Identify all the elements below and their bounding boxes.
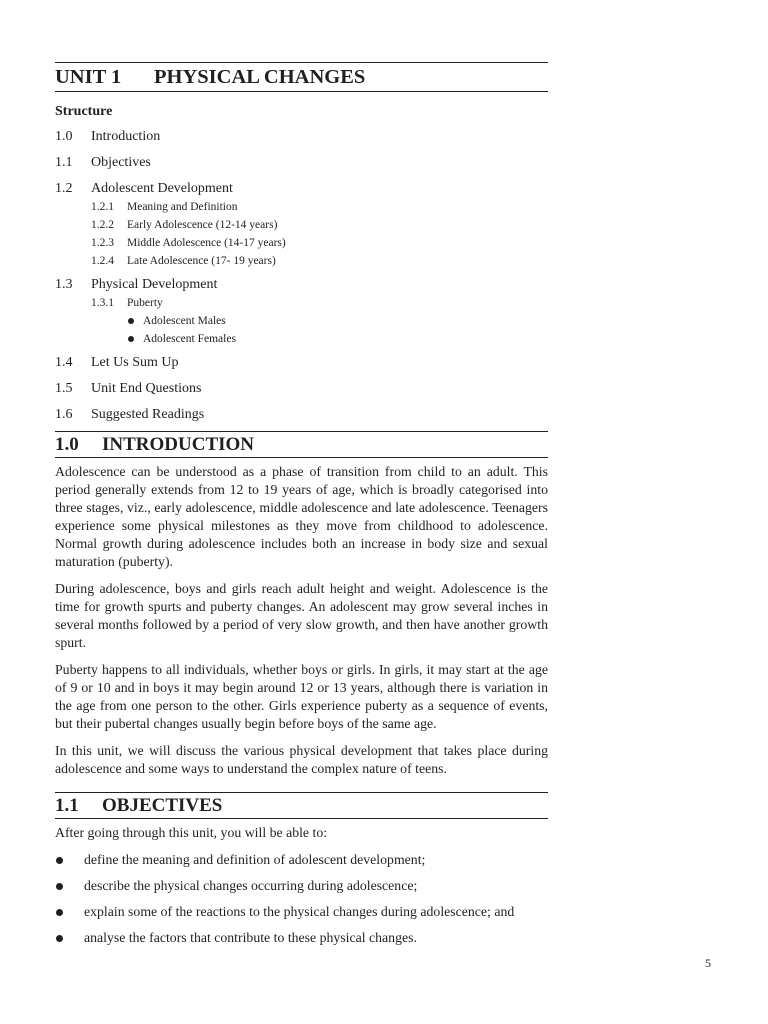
toc-subitem: 1.3.1 Puberty (91, 297, 163, 309)
intro-paragraph: Puberty happens to all individuals, whether boys or girls. In girls, it may start at the age of 9 or 10 and in boys it may begin around 12 or 13 years, although there is variation in the age from one person to the other. Girls experience puberty as a sequence of events, but their pubertal changes usually begin before boys of the same age. (55, 662, 548, 731)
bullet-icon (128, 318, 134, 324)
toc-subitem: 1.2.2 Early Adolescence (12-14 years) (91, 219, 278, 231)
bullet-icon (128, 336, 134, 342)
intro-paragraph: During adolescence, boys and girls reach adult height and weight. Adolescence is the time for growth spurts and puberty changes. An adolescent may grow several inches in several months followed by a period of very slow growth, and then have another growth spurt. (55, 581, 548, 650)
toc-item: 1.5 Unit End Questions (55, 381, 202, 396)
toc-item: 1.6 Suggested Readings (55, 407, 205, 422)
intro-paragraph: Adolescence can be understood as a phase of transition from child to an adult. This period generally extends from 12 to 19 years of age, which is broadly categorised into three stages, viz., early adolescence, middle adolescence and late adolescence. Teenagers experience some physical milestones as they move from childhood to adolescence. Normal growth during adolescence includes both an increase in body size and sexual maturation (puberty). (55, 464, 548, 569)
toc-subitem: 1.2.3 Middle Adolescence (14-17 years) (91, 237, 286, 249)
section-title: INTRODUCTION (102, 433, 255, 455)
toc-bullet-item: Adolescent Males (128, 312, 548, 330)
objectives-intro: After going through this unit, you will be able to: (55, 825, 328, 840)
objective-item: analyse the factors that contribute to these physical changes. (55, 929, 548, 947)
toc-item: 1.3 Physical Development (55, 277, 218, 292)
toc-item: 1.4 Let Us Sum Up (55, 355, 179, 370)
toc-item: 1.0 Introduction (55, 129, 161, 144)
table-of-contents (55, 128, 548, 424)
page-content (55, 62, 548, 947)
section-number: 1.1 (55, 794, 79, 816)
page-number: 5 (705, 956, 711, 970)
toc-item: 1.2 Adolescent Development (55, 181, 233, 196)
toc-subitem: 1.2.4 Late Adolescence (17- 19 years) (91, 255, 276, 267)
bullet-icon (56, 935, 63, 942)
section-number: 1.0 (55, 433, 79, 455)
bullet-icon (56, 909, 63, 916)
objectives-heading (55, 792, 548, 819)
unit-number: UNIT 1 (55, 65, 122, 88)
bullet-icon (56, 883, 63, 890)
bullet-icon (56, 857, 63, 864)
structure-label: Structure (55, 104, 113, 119)
unit-heading (55, 62, 548, 92)
intro-paragraph: In this unit, we will discuss the various physical development that takes place during adolescence and some ways to understand the complex nature of teens. (55, 743, 548, 776)
objective-item: define the meaning and definition of adolescent development; (55, 851, 548, 869)
toc-bullet-item: Adolescent Females (128, 330, 548, 348)
introduction-heading (55, 431, 548, 458)
unit-title: PHYSICAL CHANGES (154, 65, 366, 88)
objective-item: describe the physical changes occurring during adolescence; (55, 877, 548, 895)
toc-item: 1.1 Objectives (55, 155, 151, 170)
toc-subitem: 1.2.1 Meaning and Definition (91, 201, 238, 213)
section-title: OBJECTIVES (102, 794, 223, 816)
objective-item: explain some of the reactions to the physical changes during adolescence; and (55, 903, 548, 921)
